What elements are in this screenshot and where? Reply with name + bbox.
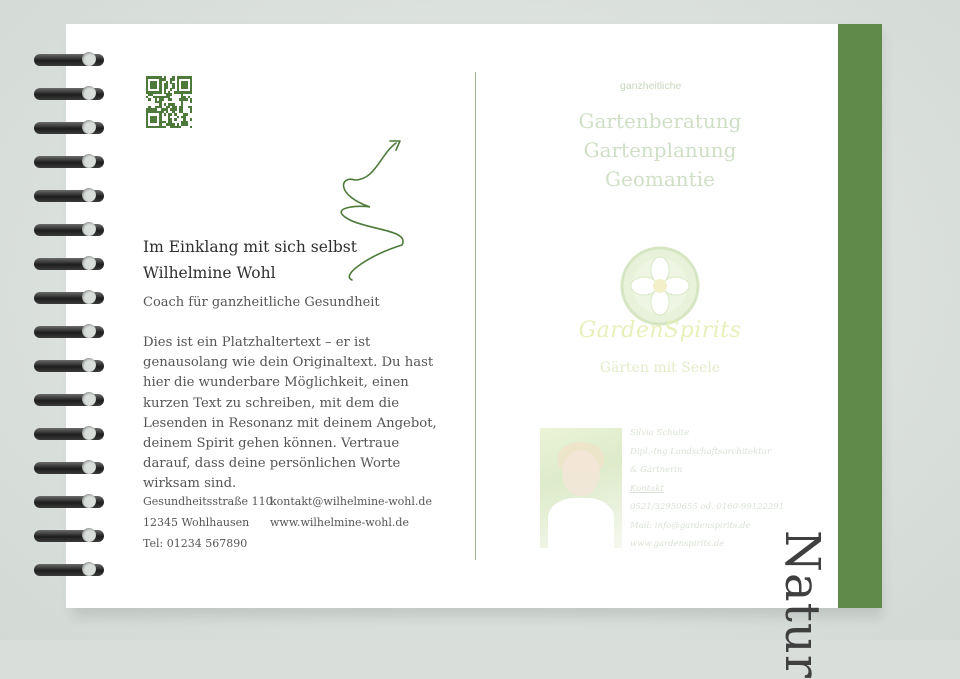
card-web: www.gardenspirits.de [630,539,725,549]
spiral-ring [34,462,104,476]
subheadline: Coach für ganzheitliche Gesundheit [143,295,380,310]
spiral-ring [34,428,104,442]
qr-module [155,86,157,89]
spiral-ring [34,564,104,578]
qr-module [174,118,176,121]
brand-tagline: Gärten mit Seele [599,360,721,376]
spiral-ring [34,122,104,136]
side-tab [838,24,882,608]
address-street: Gesundheitsstraße 110 [143,495,273,508]
spiral-ring [34,54,104,68]
headline-name: Wilhelmine Wohl [143,264,276,282]
card-name: Silvia Schulte [630,428,690,438]
qr-module [185,86,187,89]
brand-name: GardenSpirits [578,318,742,343]
qr-code-icon [146,76,192,128]
qr-module [185,113,187,116]
qr-module [190,111,192,114]
service-item: Geomantie [605,167,715,191]
spiral-ring [34,258,104,272]
flower-logo-icon [620,246,700,326]
qr-module [179,126,181,129]
qr-module [174,108,176,111]
qr-module [148,98,150,101]
services-intro: ganzheitliche [620,80,682,92]
card-contact-label: Kontakt [630,483,664,494]
qr-module [164,126,166,129]
qr-module [190,101,192,104]
qr-module [190,126,192,129]
qr-module [164,113,166,116]
services-list [560,107,760,194]
spiral-ring [34,224,104,238]
qr-module [170,113,172,116]
spiral-ring [34,292,104,306]
service-item: Gartenplanung [583,138,737,162]
qr-module [172,78,174,81]
spiral-ring [34,496,104,510]
address-city: 12345 Wohlhausen [143,516,250,529]
qr-module [166,86,168,89]
headline-line: Im Einklang mit sich selbst [143,238,357,256]
qr-module [170,98,172,101]
contact-web: www.wilhelmine-wohl.de [270,516,409,529]
portrait-photo [540,428,622,548]
qr-module [155,121,157,124]
card-title-2: & Gärtnerin [630,465,683,475]
spiral-ring [34,530,104,544]
qr-module [170,88,172,91]
qr-module [159,91,161,94]
contact-card [630,424,784,554]
qr-module [185,98,187,101]
qr-module [190,118,192,121]
address-block [143,491,273,554]
spiral-ring [34,360,104,374]
body-text: Dies ist ein Platzhaltertext – er ist genausolang wie dein Originaltext. Du hast hier die wunderbare Möglichkeit, einen kurzen Text zu schreiben, mit dem die Lesenden in Resonanz mit deinem Angebot, deinem Spirit gehen können. Vertraue darauf, dass deine persönlichen Worte wirksam sind. [143,335,437,492]
qr-module [172,86,174,89]
contact-email: kontakt@wilhelmine-wohl.de [270,495,432,508]
qr-module [161,98,163,101]
spiral-ring [34,156,104,170]
service-item: Gartenberatung [578,109,742,133]
qr-module [190,91,192,94]
qr-module [185,123,187,126]
spiral-ring [34,190,104,204]
headline [143,234,357,286]
address-phone: Tel: 01234 567890 [143,537,248,550]
card-phone: 0521/32950655 od. 0160-99122291 [630,502,785,512]
page-divider [475,72,476,560]
qr-module [177,116,179,119]
contact-block [270,491,432,533]
spiral-ring [34,326,104,340]
spiral-ring [34,394,104,408]
card-title: Dipl.-Ing Landschaftsarchitektur [630,446,772,457]
qr-module [170,93,172,96]
tab-label: Natur [774,530,830,679]
spiral-ring [34,88,104,102]
card-mail: Mail: info@gardenspirits.de [630,520,751,531]
